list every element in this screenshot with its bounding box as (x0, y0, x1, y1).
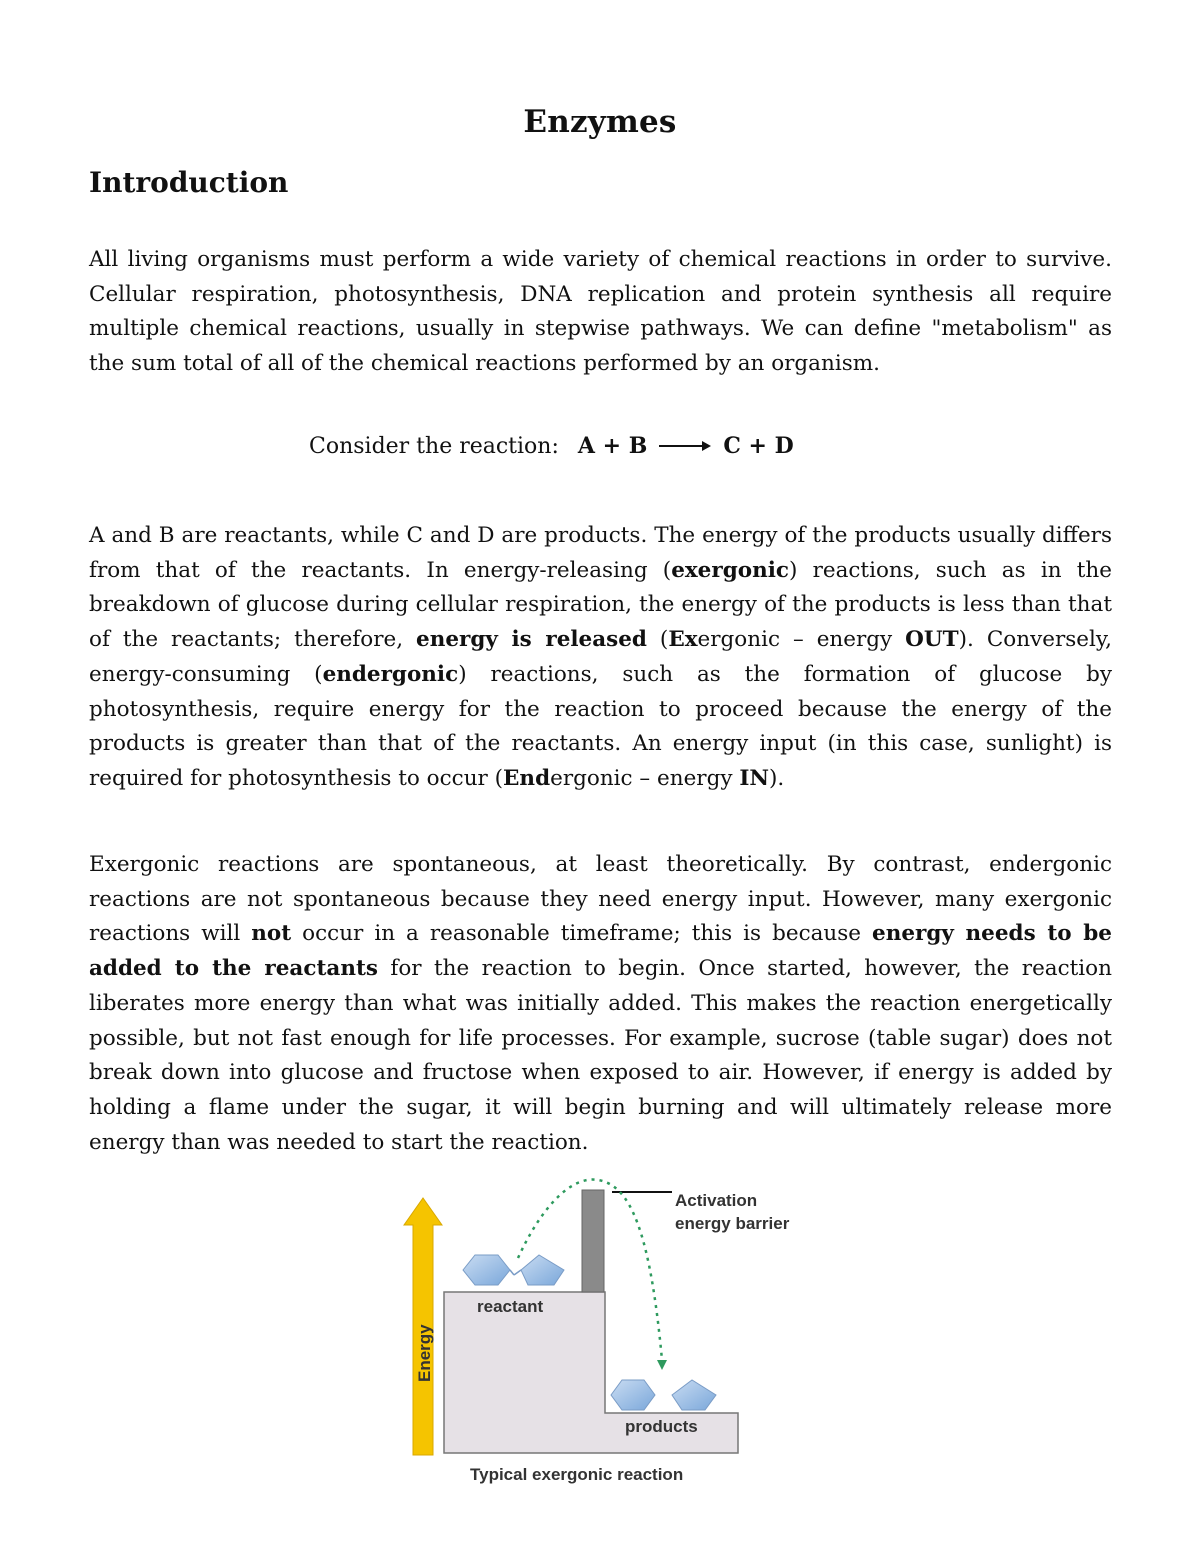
reaction-reactants: A + B (577, 433, 648, 459)
text-run: ( (646, 627, 669, 653)
paragraph-energy (89, 519, 1112, 797)
reaction-arrow-icon (659, 445, 709, 447)
text-run: for the reaction to begin. Once started, however, the reaction liberates more energy than what was initially added. This makes the reaction energetically possible, but not fast enough for life processes. For example, sucrose (table sugar) does not break down into glucose and fructose when exposed to air. However, if energy is added by holding a flame under the sugar, it will begin burning and will ultimately release more energy than was needed to start the reaction. (89, 956, 1112, 1155)
page-title: Enzymes (523, 104, 677, 140)
activation-barrier-bar (582, 1190, 604, 1292)
reaction-products: C + D (723, 433, 794, 459)
barrier-label-line1: Activation (675, 1191, 758, 1210)
reaction-prefix: Consider the reaction: (309, 434, 559, 459)
bold-out: OUT (905, 627, 959, 653)
reaction-equation (309, 433, 794, 459)
text-run: ergonic – energy (697, 627, 906, 653)
text-run: ). (769, 765, 785, 791)
text-run: occur in a reasonable timeframe; this is because (291, 921, 873, 947)
text-run: Exergonic reactions are spontaneous, at least theoretically. By contrast, endergonic reactions are not spontaneous because they need energy input. However, many exergonic reactions will (89, 852, 1112, 947)
bold-ex: Ex (668, 627, 698, 653)
bold-term-endergonic: endergonic (322, 661, 459, 687)
text-run: A and B are reactants, while C and D are products. The energy of the products usually differs from that of the reactants. In energy-releasing ( (89, 523, 1112, 583)
bold-end: End (503, 765, 551, 791)
reactant-hexagon-icon (463, 1255, 510, 1285)
reactant-pentagon-icon (521, 1255, 564, 1285)
barrier-label-line2: energy barrier (675, 1214, 790, 1233)
text-run: ergonic – energy (550, 765, 740, 791)
text-run: ). Conversely, energy-consuming ( (89, 627, 1112, 687)
paragraph-activation (89, 848, 1112, 1160)
bold-not: not (251, 921, 292, 947)
exergonic-reaction-figure (400, 1170, 820, 1500)
bold-term-exergonic: exergonic (671, 557, 789, 583)
bold-energy-released: energy is released (416, 627, 647, 653)
text-run: ) reactions, such as the formation of glucose by photosynthesis, require energy for the reaction to proceed because the energy of the products is greater than that of the reactants. An energy input (in this case, sunlight) is required for photosynthesis to occur ( (89, 661, 1112, 791)
energy-axis-label: Energy (415, 1324, 434, 1382)
products-label: products (625, 1417, 698, 1436)
product-hexagon-icon (611, 1380, 655, 1410)
section-heading: Introduction (89, 166, 289, 199)
product-pentagon-icon (672, 1380, 716, 1410)
bold-energy-added: energy needs to be added to the reactants (89, 921, 1112, 982)
reactant-label: reactant (477, 1297, 544, 1316)
bold-in: IN (739, 765, 770, 791)
text-run: ) reactions, such as in the breakdown of glucose during cellular respiration, the energy of the products is less than that of the reactants; therefore, (89, 557, 1112, 653)
figure-caption: Typical exergonic reaction (470, 1465, 684, 1484)
paragraph-intro: All living organisms must perform a wide variety of chemical reactions in order to survive. Cellular respiration, photosynthesis, DNA replication and protein synthesis all require multiple chemical reactions, usually in stepwise pathways. We can define "metabolism" as the sum total of all of the chemical reactions performed by an organism. (89, 247, 1112, 377)
